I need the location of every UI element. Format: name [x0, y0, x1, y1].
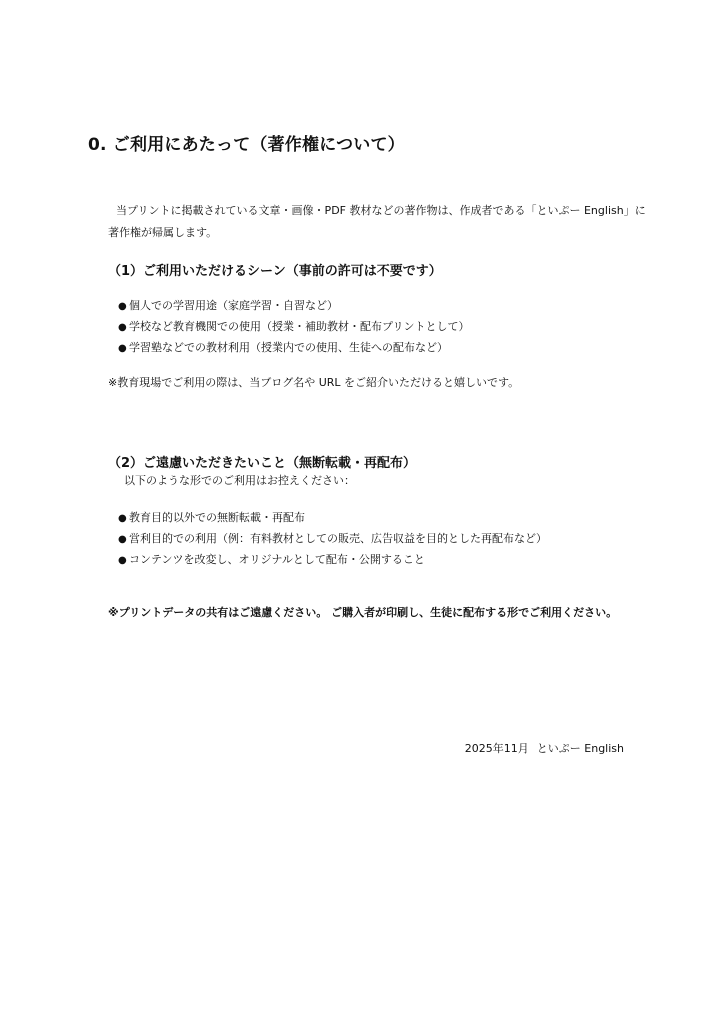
list-item	[118, 317, 470, 338]
list-item-text: 学校など教育機関での使用（授業・補助教材・配布プリントとして）	[129, 320, 470, 333]
footer-date: 2025年11月	[464, 742, 529, 755]
bullet-icon: ●	[118, 555, 127, 566]
section2-heading: （2）ご遠慮いただきたいこと（無断転載・再配布）	[108, 456, 417, 471]
section2-list	[118, 508, 547, 571]
list-item	[118, 529, 547, 550]
section1-heading: （1）ご利用いただけるシーン（事前の許可は不要です）	[108, 264, 442, 279]
list-item-text: 教育目的以外での無断転載・再配布	[129, 511, 305, 524]
bullet-icon: ●	[118, 322, 127, 333]
bullet-icon: ●	[118, 301, 127, 312]
list-item-text: コンテンツを改変し、オリジナルとして配布・公開すること	[129, 553, 425, 566]
bullet-icon: ●	[118, 534, 127, 545]
list-item-text: 学習塾などでの教材利用（授業内での使用、生徒への配布など）	[129, 341, 448, 354]
list-item	[118, 296, 470, 317]
list-item-text: 個人での学習用途（家庭学習・自習など）	[129, 299, 338, 312]
section1-note: ※教育現場でご利用の際は、当ブログ名や URL をご紹介いただけると嬉しいです。	[108, 376, 520, 389]
page-title: 0. ご利用にあたって（著作権について）	[88, 135, 405, 155]
intro-text: 当プリントに掲載されている文章・画像・PDF 教材などの著作物は、作成者である「といぷー English」に著作権が帰属します。	[108, 204, 646, 239]
bullet-icon: ●	[118, 513, 127, 524]
bullet-icon: ●	[118, 343, 127, 354]
section2-subtext: 以下のような形でのご利用はお控えください：	[124, 474, 355, 487]
footer-signature	[465, 740, 624, 756]
list-item	[118, 338, 470, 359]
intro-paragraph	[108, 200, 648, 244]
section2-note: ※プリントデータの共有はご遠慮ください。 ご購入者が印刷し、生徒に配布する形でご利用ください。	[108, 606, 618, 619]
list-item-text: 営利目的での利用（例：有料教材としての販売、広告収益を目的とした再配布など）	[129, 532, 547, 545]
footer-author: といぷー English	[536, 742, 624, 755]
list-item	[118, 508, 547, 529]
section1-list	[118, 296, 470, 359]
list-item	[118, 550, 547, 571]
